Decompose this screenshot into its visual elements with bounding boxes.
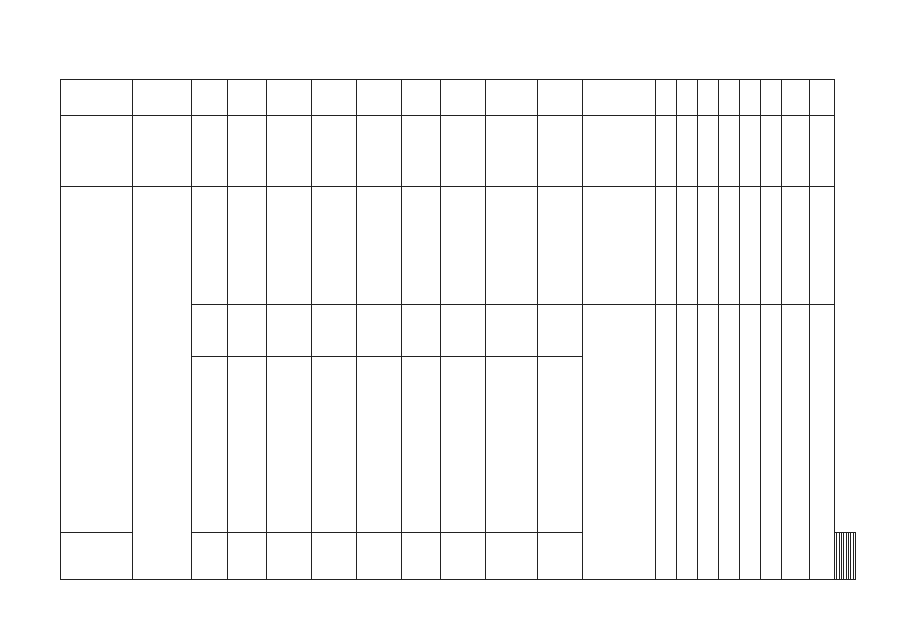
- table-row: [61, 115, 856, 186]
- value-cell: [228, 357, 267, 532]
- table-row: [61, 186, 856, 304]
- value-cell: [402, 532, 441, 579]
- indicator-cell: [583, 186, 656, 304]
- value-cell: [312, 357, 357, 532]
- target-cell: [740, 305, 761, 580]
- header-cell: [61, 80, 133, 116]
- value-cell: [441, 305, 486, 357]
- target-cell: [782, 305, 810, 580]
- header-cell: [402, 80, 441, 116]
- empty-cell: [538, 115, 583, 186]
- empty-cell: [133, 115, 192, 186]
- empty-cell: [782, 115, 810, 186]
- value-cell: [486, 532, 538, 579]
- empty-cell: [486, 115, 538, 186]
- period-executor-cell: [133, 186, 192, 579]
- value-cell: [357, 186, 402, 304]
- value-cell: [357, 305, 402, 357]
- header-cell: [677, 80, 698, 116]
- value-cell: [441, 186, 486, 304]
- header-cell: [740, 80, 761, 116]
- target-cell: [719, 305, 740, 580]
- value-cell: [357, 357, 402, 532]
- empty-cell: [761, 115, 782, 186]
- target-cell: [677, 186, 698, 304]
- header-cell: [656, 80, 677, 116]
- header-cell: [441, 80, 486, 116]
- activity-cell: [61, 115, 133, 186]
- source-cell: [192, 305, 228, 357]
- header-cell: [267, 80, 312, 116]
- value-cell: [312, 186, 357, 304]
- header-cell: [761, 80, 782, 116]
- value-cell: [228, 305, 267, 357]
- empty-cell: [402, 115, 441, 186]
- header-cell: [486, 80, 538, 116]
- source-cell: [192, 357, 228, 532]
- header-row: [61, 80, 856, 116]
- target-cell: [740, 186, 761, 304]
- empty-cell: [719, 115, 740, 186]
- header-cell: [719, 80, 740, 116]
- target-cell: [782, 186, 810, 304]
- empty-cell: [441, 115, 486, 186]
- source-cell: [192, 532, 228, 579]
- activity-cell: [61, 186, 133, 532]
- value-cell: [486, 357, 538, 532]
- target-cell: [698, 305, 719, 580]
- target-cell: [853, 532, 855, 579]
- value-cell: [402, 357, 441, 532]
- activity-cell: [61, 532, 133, 579]
- value-cell: [267, 186, 312, 304]
- header-cell: [192, 80, 228, 116]
- value-cell: [402, 305, 441, 357]
- empty-cell: [267, 115, 312, 186]
- value-cell: [538, 305, 583, 357]
- header-cell: [133, 80, 192, 116]
- empty-cell: [677, 115, 698, 186]
- value-cell: [402, 186, 441, 304]
- value-cell: [267, 532, 312, 579]
- target-cell: [656, 186, 677, 304]
- value-cell: [312, 532, 357, 579]
- target-cell: [761, 305, 782, 580]
- target-cell: [810, 186, 835, 304]
- empty-cell: [656, 115, 677, 186]
- value-cell: [228, 186, 267, 304]
- header-cell: [312, 80, 357, 116]
- value-cell: [357, 532, 402, 579]
- header-cell: [228, 80, 267, 116]
- empty-cell: [192, 115, 228, 186]
- value-cell: [312, 305, 357, 357]
- value-cell: [267, 305, 312, 357]
- program-table: [60, 79, 856, 580]
- target-cell: [810, 305, 835, 580]
- value-cell: [538, 186, 583, 304]
- value-cell: [228, 532, 267, 579]
- indicator-cell: [583, 305, 656, 580]
- target-cell: [677, 305, 698, 580]
- empty-cell: [583, 115, 656, 186]
- header-cell: [698, 80, 719, 116]
- value-cell: [538, 357, 583, 532]
- value-cell: [486, 186, 538, 304]
- target-cell: [761, 186, 782, 304]
- value-cell: [538, 532, 583, 579]
- empty-cell: [810, 115, 835, 186]
- empty-cell: [357, 115, 402, 186]
- target-cell: [656, 305, 677, 580]
- header-cell: [357, 80, 402, 116]
- header-cell: [810, 80, 835, 116]
- value-cell: [486, 305, 538, 357]
- value-cell: [267, 357, 312, 532]
- empty-cell: [312, 115, 357, 186]
- header-cell: [538, 80, 583, 116]
- header-cell: [782, 80, 810, 116]
- empty-cell: [740, 115, 761, 186]
- empty-cell: [698, 115, 719, 186]
- value-cell: [441, 532, 486, 579]
- value-cell: [441, 357, 486, 532]
- header-cell: [583, 80, 656, 116]
- source-cell: [192, 186, 228, 304]
- empty-cell: [228, 115, 267, 186]
- target-cell: [719, 186, 740, 304]
- target-cell: [698, 186, 719, 304]
